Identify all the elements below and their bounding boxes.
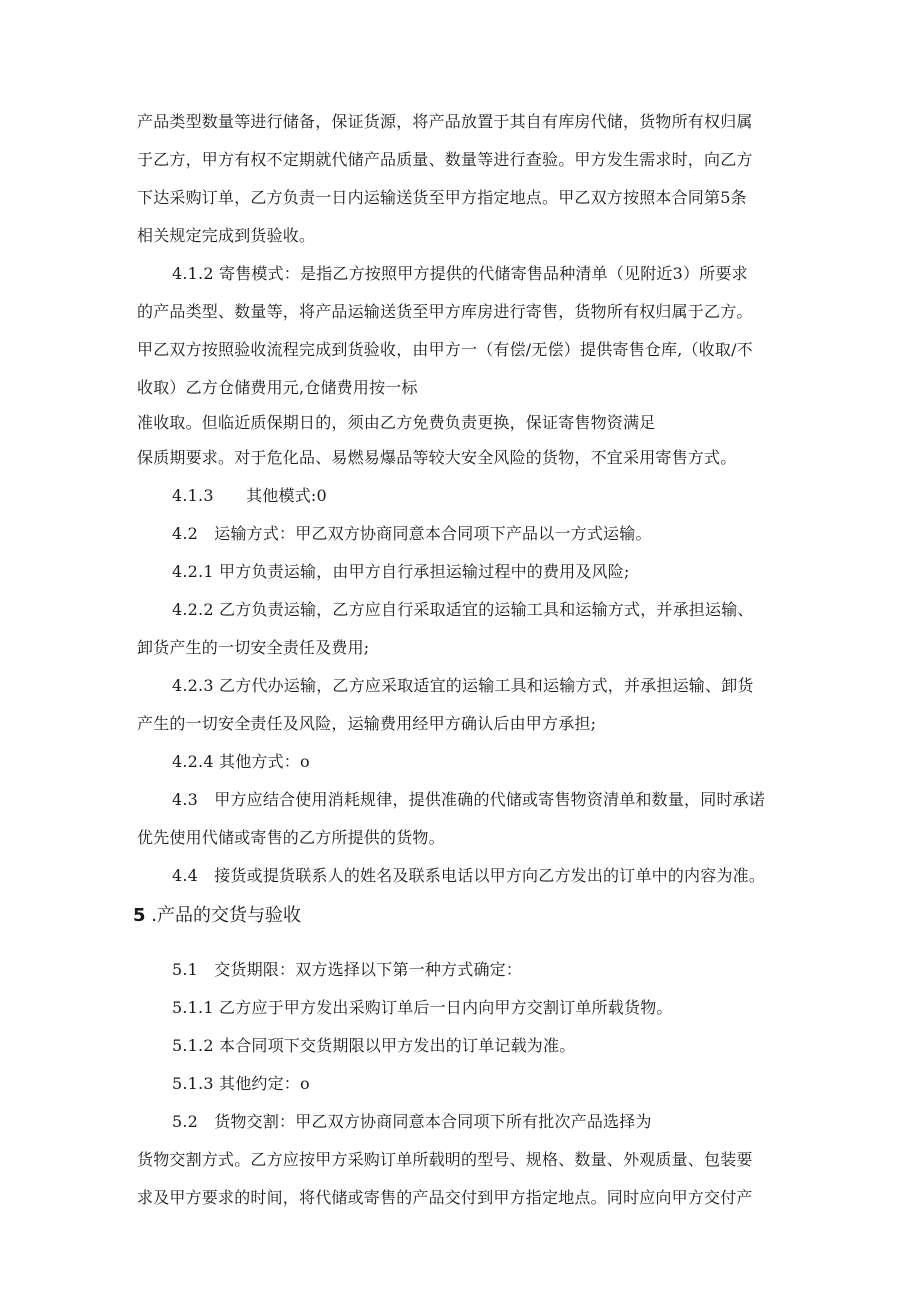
clause-5-2: 5.2 货物交割：甲乙双方协商同意本合同项下所有批次产品选择为 (172, 1112, 652, 1131)
clause-4-1-2: 4.1.2 寄售模式：是指乙方按照甲方提供的代储寄售品种清单（见附近3）所要求 (172, 264, 748, 283)
clause-4-2-3: 4.2.3 乙方代办运输，乙方应采取适宜的运输工具和运输方式，并承担运输、卸货 (172, 676, 754, 695)
clause-4-2-2: 4.2.2 乙方负责运输，乙方应自行采取适宜的运输工具和运输方式，并承担运输、 (172, 600, 754, 619)
clause-4-2-1: 4.2.1 甲方负责运输，由甲方自行承担运输过程中的费用及风险; (172, 562, 630, 581)
clause-5-1-2: 5.1.2 本合同项下交货期限以甲方发出的订单记载为准。 (172, 1036, 576, 1055)
clause-4-4: 4.4 接货或提货联系人的姓名及联系电话以甲方向乙方发出的订单中的内容为准。 (172, 866, 766, 885)
section-heading (133, 905, 301, 927)
clause-4-3: 4.3 甲方应结合使用消耗规律，提供准确的代储或寄售物资清单和数量，同时承诺 (172, 790, 766, 809)
paragraph-line: 准收取。但临近质保期日的，须由乙方免费负责更换，保证寄售物资满足 (137, 413, 656, 432)
paragraph-line: 的产品类型、数量等，将产品运输送货至甲方库房进行寄售，货物所有权归属于乙方。 (137, 302, 753, 321)
clause-4-2-4: 4.2.4 其他方式：o (172, 752, 310, 771)
clause-5-1-1: 5.1.1 乙方应于甲方发出采购订单后一日内向甲方交割订单所载货物。 (172, 998, 673, 1017)
paragraph-line: 相关规定完成到货验收。 (137, 226, 316, 245)
clause-5-1-3: 5.1.3 其他约定：o (172, 1074, 310, 1093)
paragraph-line: 产生的一切安全责任及风险，运输费用经甲方确认后由甲方承担; (137, 714, 597, 733)
paragraph-line: 于乙方，甲方有权不定期就代储产品质量、数量等进行查验。甲方发生需求时，向乙方 (137, 150, 753, 169)
paragraph-line: 求及甲方要求的时间，将代储或寄售的产品交付到甲方指定地点。同时应向甲方交付产 (137, 1188, 753, 1207)
clause-4-2: 4.2 运输方式：甲乙双方协商同意本合同项下产品以一方式运输。 (172, 524, 652, 543)
paragraph-line: 下达采购订单，乙方负责一日内运输送货至甲方指定地点。甲乙双方按照本合同第5条 (137, 188, 747, 207)
paragraph-line: 产品类型数量等进行储备，保证货源，将产品放置于其自有库房代储，货物所有权归属 (137, 112, 753, 131)
section-title: .产品的交货与验收 (145, 905, 301, 926)
paragraph-line: 保质期要求。对于危化品、易燃易爆品等较大安全风险的货物，不宜采用寄售方式。 (137, 448, 737, 467)
paragraph-line: 甲乙双方按照验收流程完成到货验收，由甲方一（有偿/无偿）提供寄售仓库,（收取/不 (137, 340, 753, 359)
clause-4-1-3: 4.1.3 其他模式:0 (172, 486, 327, 505)
paragraph-line: 优先使用代储或寄售的乙方所提供的货物。 (137, 828, 445, 847)
paragraph-line: 货物交割方式。乙方应按甲方采购订单所载明的型号、规格、数量、外观质量、包装要 (137, 1150, 753, 1169)
paragraph-line: 卸货产生的一切安全责任及费用; (137, 638, 370, 657)
paragraph-line: 收取）乙方仓储费用元,仓储费用按一标 (137, 378, 418, 397)
section-number: 5 (133, 905, 146, 926)
clause-5-1: 5.1 交货期限：双方选择以下第一种方式确定： (172, 960, 523, 979)
